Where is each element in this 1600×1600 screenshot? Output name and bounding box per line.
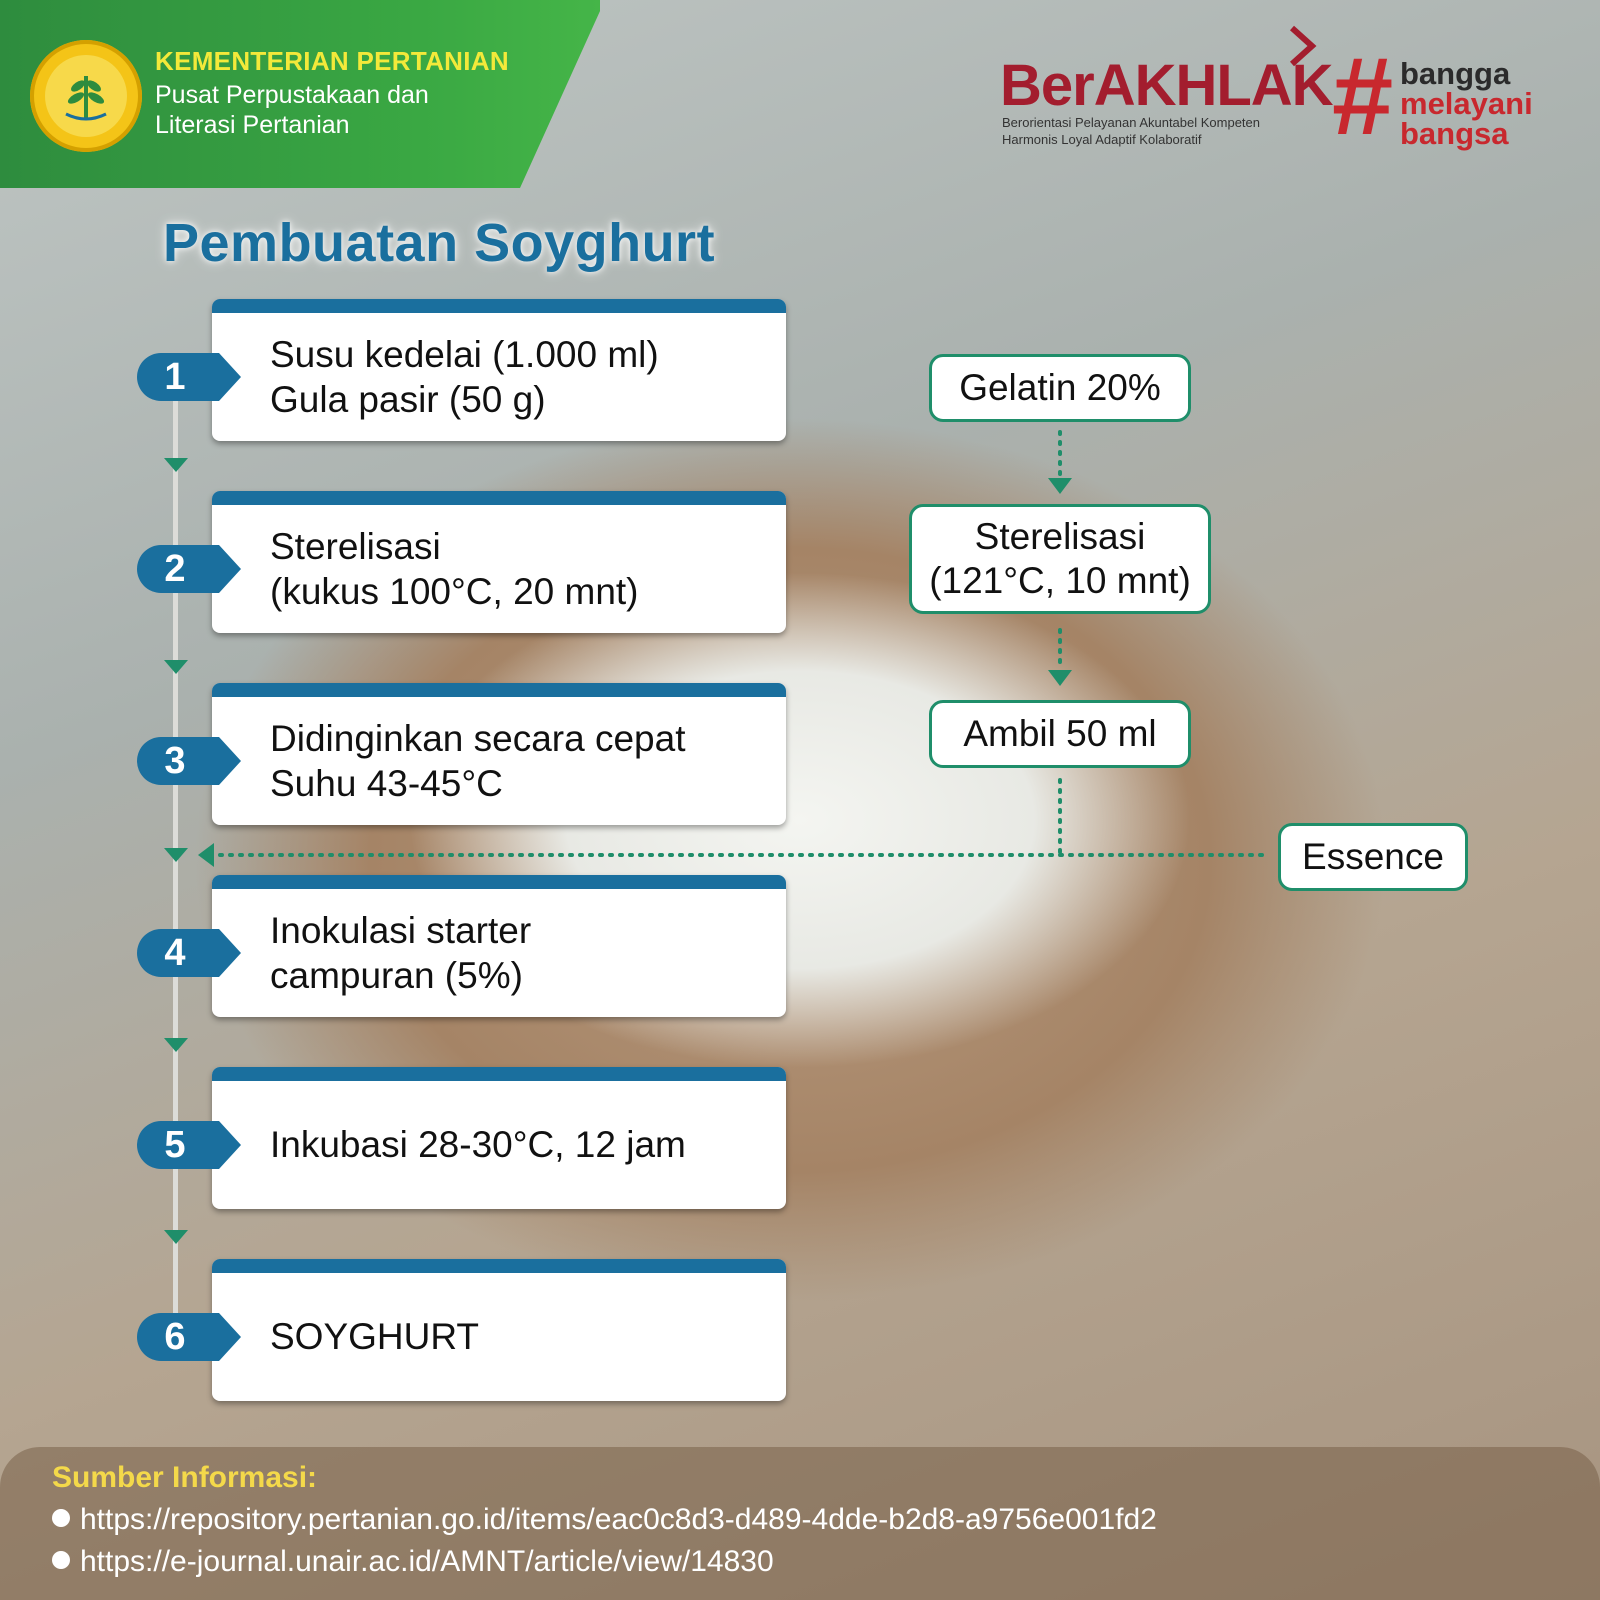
essence-label: Essence: [1302, 835, 1444, 877]
step-1-line-1: Susu kedelai (1.000 ml): [270, 333, 659, 375]
step-4-line-1: Inokulasi starter: [270, 909, 532, 951]
page-title: Pembuatan Soyghurt: [163, 213, 716, 273]
source-link-2[interactable]: [52, 1545, 774, 1579]
take-sample-box: [929, 700, 1191, 768]
down-arrow-icon: [1048, 478, 1072, 494]
berakhlak-subtitle-2: Harmonis Loyal Adaptif Kolaboratif: [1002, 132, 1202, 147]
step-1-line-2: Gula pasir (50 g): [270, 379, 546, 420]
sources-heading: Sumber Informasi:: [52, 1461, 318, 1494]
bullet-icon: [52, 1509, 70, 1527]
unit-name-line2: Literasi Pertanian: [155, 111, 350, 139]
step-3-line-1: Didinginkan secara cepat: [270, 717, 686, 759]
hashtag-line-1: bangga: [1400, 56, 1511, 91]
berakhlak-wordmark: BerAKHLAK: [1000, 53, 1333, 118]
take-sample-label: Ambil 50 ml: [963, 712, 1157, 754]
step-2-line-1: Sterelisasi: [270, 525, 441, 567]
gelatin-box: [929, 354, 1191, 422]
step-number-6: 6: [164, 1316, 186, 1358]
step-number-1: 1: [164, 356, 186, 398]
step-number-5: 5: [164, 1124, 186, 1166]
bullet-icon: [52, 1551, 70, 1569]
sterilize-line-2: (121°C, 10 mnt): [929, 560, 1191, 601]
source-link-2-text: https://e-journal.unair.ac.id/AMNT/article/view/14830: [80, 1545, 774, 1578]
gelatin-label: Gelatin 20%: [959, 366, 1161, 408]
source-link-1[interactable]: [52, 1503, 1157, 1537]
step-3-line-2: Suhu 43-45°C: [270, 763, 503, 804]
hashtag-icon: #: [1332, 35, 1394, 158]
essence-box: [1278, 823, 1468, 891]
step-number-4: 4: [164, 932, 186, 974]
step-number-2: 2: [164, 548, 186, 590]
sterilize-line-1: Sterelisasi: [974, 515, 1146, 557]
left-arrow-icon: [198, 843, 214, 867]
hashtag-line-2: melayani: [1400, 86, 1533, 121]
step-number-3: 3: [164, 740, 186, 782]
ministry-name: KEMENTERIAN PERTANIAN: [155, 46, 509, 76]
down-arrow-icon: [1048, 670, 1072, 686]
step-2-line-2: (kukus 100°C, 20 mnt): [270, 571, 639, 612]
step-5-line-1: Inkubasi 28-30°C, 12 jam: [270, 1124, 686, 1166]
berakhlak-subtitle-1: Berorientasi Pelayanan Akuntabel Kompeten: [1002, 115, 1261, 130]
hashtag-line-3: bangsa: [1400, 116, 1509, 151]
source-link-1-text: https://repository.pertanian.go.id/items/eac0c8d3-d489-4dde-b2d8-a9756e001fd2: [80, 1503, 1157, 1536]
sources-panel: [0, 1447, 1600, 1600]
unit-name-line1: Pusat Perpustakaan dan: [155, 81, 429, 109]
step-6-line-1: SOYGHURT: [270, 1316, 480, 1358]
sterilize-gelatin-box: [909, 504, 1211, 614]
step-4-line-2: campuran (5%): [270, 955, 523, 996]
